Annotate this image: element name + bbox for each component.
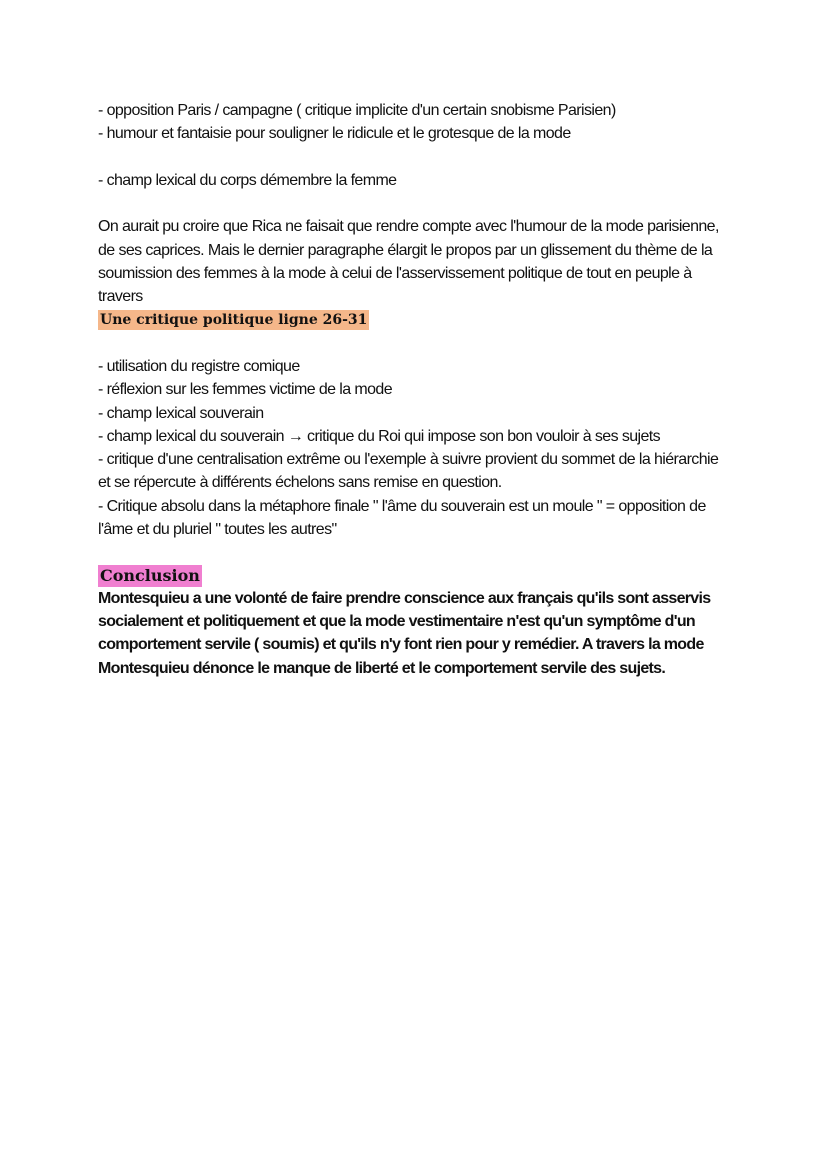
bullet-line: - réflexion sur les femmes victime de la mode (98, 381, 393, 399)
paragraph-line: On aurait pu croire que Rica ne faisait que rendre compte avec l'humour de la mode parisienne, (98, 218, 719, 236)
conclusion-line: Montesquieu dénonce le manque de liberté et le comportement servile des sujets. (98, 659, 666, 677)
conclusion-line: socialement et politiquement et que la mode vestimentaire n'est qu'un symptôme d'un (98, 612, 695, 630)
bullet-line: et se répercute à différents échelons sans remise en question. (98, 474, 502, 492)
text-line: - champ lexical du corps démembre la femme (98, 171, 397, 189)
bullet-line: - Critique absolu dans la métaphore finale " l'âme du souverain est un moule " = opposition de (98, 497, 706, 515)
bullet-line: l'âme et du pluriel " toutes les autres" (98, 521, 337, 539)
text-line: - opposition Paris / campagne ( critique implicite d'un certain snobisme Parisien) (98, 102, 616, 119)
bullet-line: - champ lexical du souverain → critique du Roi qui impose son bon vouloir à ses sujets (98, 427, 661, 445)
bullet-line: - champ lexical souverain (98, 404, 264, 422)
bullet-line: - utilisation du registre comique (98, 357, 300, 375)
conclusion-line: Montesquieu a une volonté de faire prendre conscience aux français qu'ils sont asservis (98, 589, 711, 607)
bullet-line: - critique d'une centralisation extrême ou l'exemple à suivre provient du sommet de la hiérarchie (98, 451, 719, 469)
paragraph-line: de ses caprices. Mais le dernier paragraphe élargit le propos par un glissement du thème de la (98, 241, 713, 259)
conclusion-line: comportement servile ( soumis) et qu'ils n'y font rien pour y remédier. A travers la mode (98, 636, 704, 654)
document-page (98, 99, 748, 680)
text-line: - humour et fantaisie pour souligner le ridicule et le grotesque de la mode (98, 125, 571, 143)
paragraph-line: travers (98, 288, 143, 306)
conclusion-heading: Conclusion (100, 565, 200, 585)
paragraph-line: soumission des femmes à la mode à celui de l'asservissement politique de tout en peuple à (98, 265, 692, 283)
section-heading: Une critique politique ligne 26-31 (100, 311, 368, 328)
